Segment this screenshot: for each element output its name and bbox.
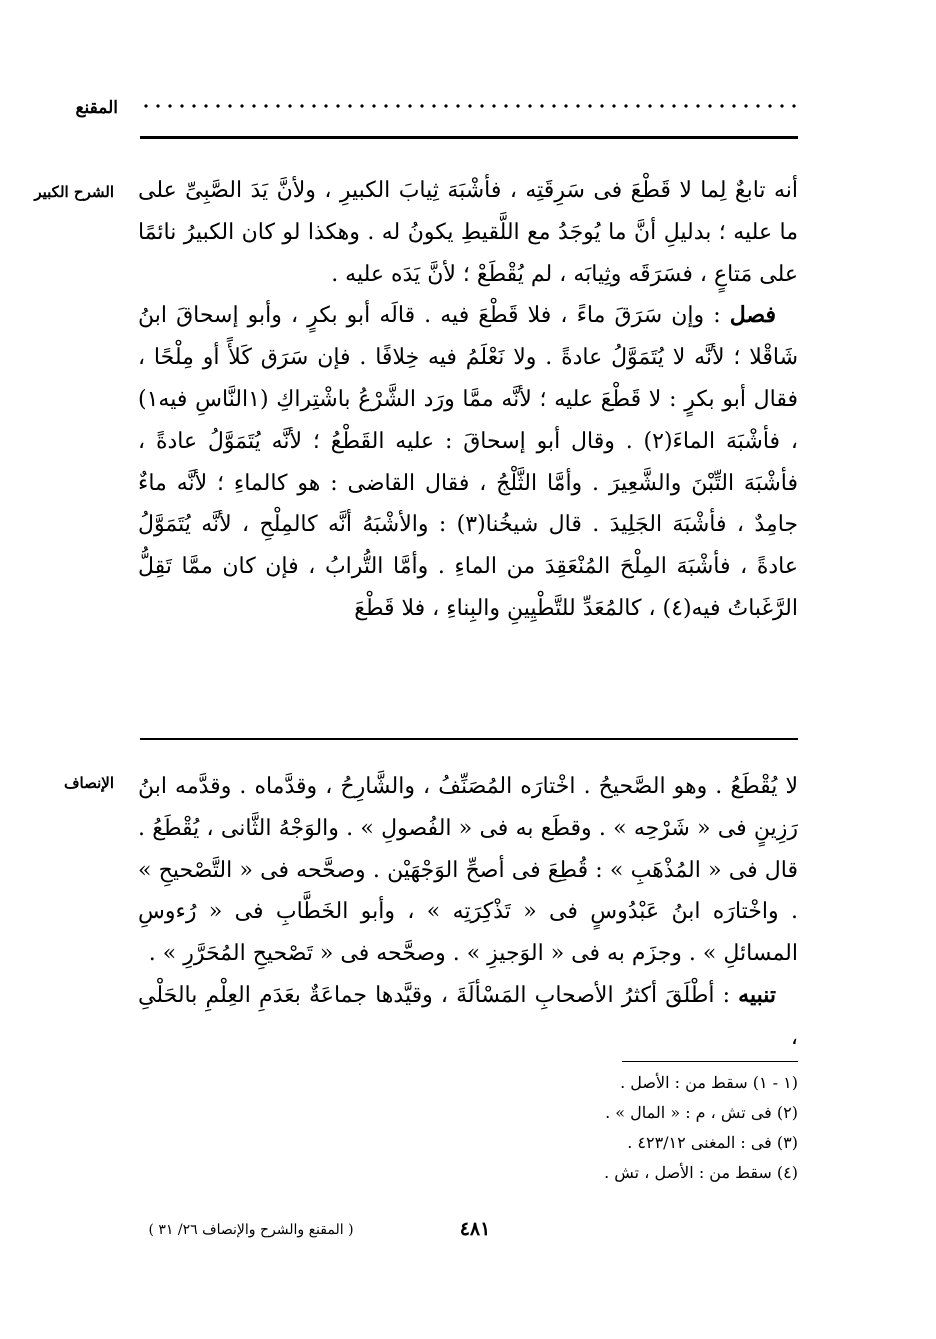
running-title: المقنع [75,98,118,118]
fasl-paragraph [138,295,798,629]
fasl-heading: فصل [729,302,776,329]
volume-reference: ( المقنع والشرح والإنصاف ٢٦/ ٣١ ) [148,1222,354,1238]
section-divider [140,738,798,740]
header-rule [140,136,798,139]
header-dotted-line [140,101,798,111]
fasl-text: : وإن سَرَقَ ماءً ، فلا قَطْعَ فيه . قالَه أبو بكرٍ ، وأبو إسحاقَ ابنُ شَاقْلا ؛ لأنَّه لا يُتَمَوَّلُ عادةً . ولا نَعْلَمُ فيه خِلافًا . فإن سَرَق كَلأً أو مِلْحًا ، فقال أبو بكرٍ : لا قَطْعَ عليه ؛ لأنَّه ممَّا ورَد الشَّرْعُ باشْتِراكِ (١النَّاسِ فيه١) ، فأشْبَهَ الماءَ(٢) . وقال أبو إسحاقَ : عليه القَطْعُ ؛ لأنَّه يُتَمَوَّلُ عادةً ، فأشْبَهَ التِّبْنَ والشَّعِيرَ . وأمَّا الثَّلْجُ ، فقال القاضى : هو كالماءِ ؛ لأنَّه ماءٌ جامِدٌ ، فأشْبَهَ الجَلِيدَ . قال شيخُنا(٣) : والأشْبَهُ أنَّه كالمِلْحِ ، لأنَّه يُتَمَوَّلُ عادةً ، فأشْبَهَ المِلْحَ المُنْعَقِدَ من الماءِ . وأمَّا التُّرابُ ، فإن كان ممَّا تَقِلُّ الرَّغَباتُ فيه(٤) ، كالمُعَدِّ للتَّطْيِينِ والبِناءِ ، فلا قَطْعَ [138,303,798,621]
tanbih-paragraph [138,975,798,1059]
insaf-section [138,766,798,1059]
insaf-paragraph: لا يُقْطَعُ . وهو الصَّحيحُ . اخْتارَه المُصَنِّفُ ، والشَّارِحُ ، وقدَّماه . وقدَّمه ابنُ رَزِينٍ فى « شَرْحِه » . وقطَع به فى « الفُصولِ » . والوَجْهُ الثَّانى ، يُقْطَعُ . قال فى « المُذْهَبِ » : قُطِعَ فى أصحِّ الوَجْهَيْن . وصحَّحه فى « التَّصْحيحِ » . واخْتارَه ابنُ عَبْدُوسٍ فى « تَذْكِرَتِه » ، وأبو الخَطَّابِ فى « رُءوسِ المسائلِ » . وجزَم به فى « الوَجيزِ » . وصحَّحه فى « تَصْحيحِ المُحَرَّرِ » . [138,774,798,967]
insaf-margin-label: الإنصاف [63,774,114,792]
tanbih-heading: تنبيه [738,981,776,1008]
sharh-paragraph: أنه تابعٌ لِما لا قَطْعَ فى سَرِقَتِه ، فأشْبَهَ ثِيابَ الكبيرِ ، ولأنَّ يَدَ الصَّبِىِّ على ما عليه ؛ بدليلِ أنَّ ما يُوجَدُ مع اللَّقيطِ يكونُ له . وهكذا لو كان الكبيرُ نائمًا على مَتاعٍ ، فسَرَقَه وثِيابَه ، لم يُقْطَعْ ؛ لأنَّ يَدَه عليه . [138,178,798,287]
sharh-section [138,170,798,630]
footnote: (١ - ١) سقط من : الأصل . [620,1073,798,1092]
footnotes [398,1068,798,1188]
sharh-margin-label: الشرح الكبير [34,183,114,201]
tanbih-text: : أطْلَقَ أكثرُ الأصحابِ المَسْألَةَ ، وقيَّدها جماعَةٌ بعَدَمِ العِلْمِ بالحَلْىِ ، [138,982,798,1050]
footnote: (٤) سقط من : الأصل ، تش . [604,1163,798,1182]
footnote: (٢) فى تش ، م : « المال » . [605,1103,798,1122]
footnotes-rule [622,1061,798,1062]
page-number: ٤٨١ [459,1218,491,1240]
footnote: (٣) فى : المغنى ٤٢٣/١٢ . [627,1133,798,1152]
